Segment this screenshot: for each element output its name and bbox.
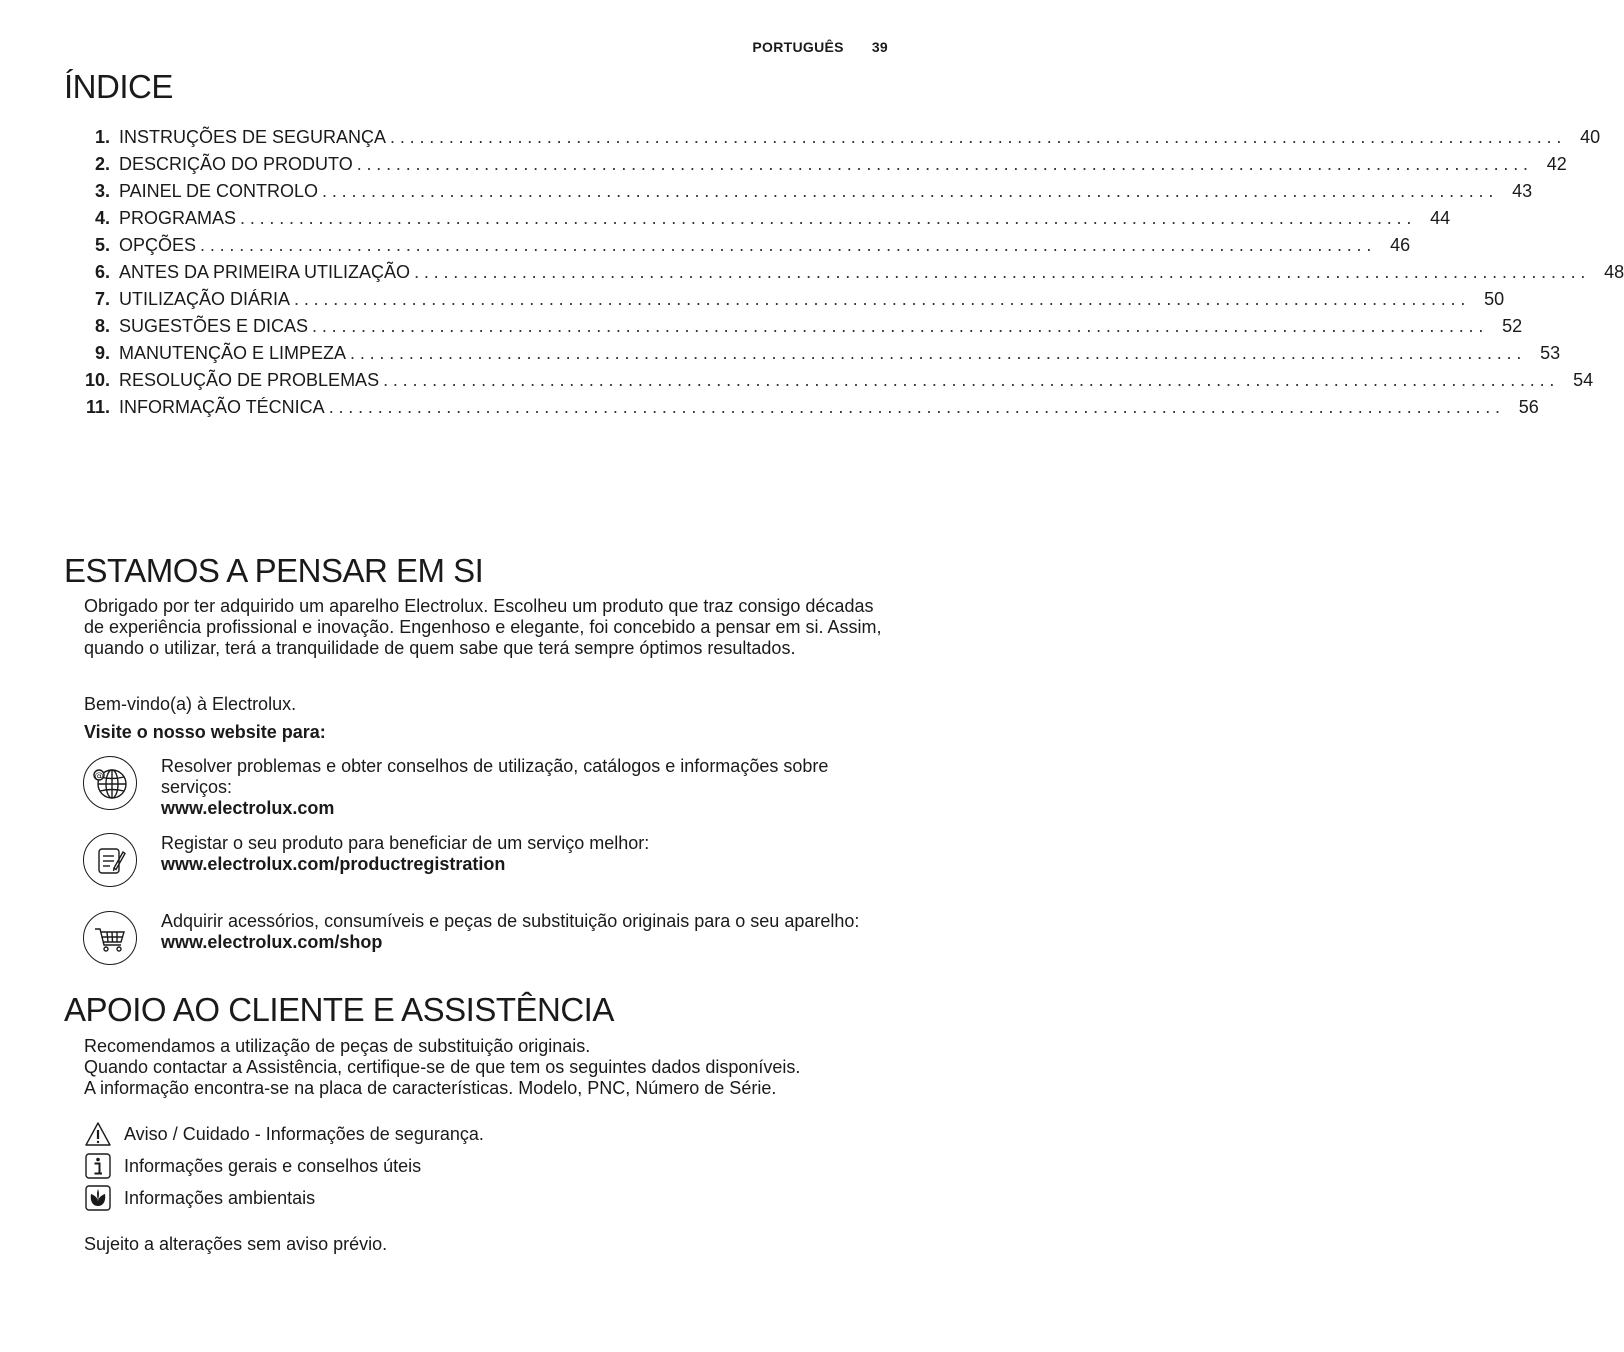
toc-entry[interactable] (78, 151, 1567, 178)
toc-leader-dots: ........................................................................................................................ (356, 154, 1533, 174)
toc-entry[interactable] (78, 178, 1533, 205)
shop-link[interactable]: www.electrolux.com/shop (161, 932, 383, 952)
toc-entry-page: 40 (1580, 127, 1601, 147)
toc-entry[interactable] (78, 232, 1411, 259)
legend-label: Informações gerais e conselhos úteis (124, 1156, 422, 1176)
toc-entry-number: 10. (84, 370, 110, 390)
toc-entry-page: 42 (1546, 154, 1567, 174)
toc-entry[interactable] (78, 259, 1624, 286)
toc-entry-number: 3. (94, 181, 110, 201)
toc-leader-dots: ........................................................................................................................ (322, 181, 1499, 201)
service-description: Adquirir acessórios, consumíveis e peças de substituição originais para o seu aparelho: (161, 911, 860, 931)
toc-entry[interactable] (78, 286, 1505, 313)
toc-entry-number: 11. (85, 397, 110, 417)
index-title: ÍNDICE (64, 68, 173, 105)
registration-icon (83, 833, 137, 887)
toc-leader-dots: ........................................................................................................................ (328, 397, 1505, 417)
toc-entry-page: 52 (1502, 316, 1523, 336)
toc-entry-page: 48 (1604, 262, 1624, 282)
toc-entry[interactable] (78, 124, 1601, 151)
toc-entry-number: 1. (94, 127, 110, 147)
toc-entry-title: UTILIZAÇÃO DIÁRIA (119, 289, 291, 309)
toc-entry-number: 2. (94, 154, 110, 174)
legend-label: Aviso / Cuidado - Informações de segurança. (124, 1124, 484, 1144)
toc-entry-number: 8. (94, 316, 110, 336)
toc-entry-title: INFORMAÇÃO TÉCNICA (119, 397, 325, 417)
toc-entry-page: 54 (1573, 370, 1594, 390)
page-header (752, 39, 888, 55)
toc-entry-page: 43 (1512, 181, 1533, 201)
support-title: APOIO AO CLIENTE E ASSISTÊNCIA (64, 991, 614, 1028)
header-language: PORTUGUÊS (752, 39, 844, 55)
welcome-text: Bem-vindo(a) à Electrolux. (84, 694, 297, 714)
support-line: Quando contactar a Assistência, certifique-se de que tem os seguintes dados disponíveis. (84, 1057, 801, 1077)
header-page-number: 39 (871, 39, 888, 55)
toc-entry-title: DESCRIÇÃO DO PRODUTO (119, 154, 353, 174)
toc-entry-title: SUGESTÕES E DICAS (119, 316, 309, 336)
legend-environment (84, 1185, 315, 1211)
globe-icon (83, 756, 137, 810)
visit-label: Visite o nosso website para: (84, 722, 326, 742)
toc-leader-dots: ........................................................................................................................ (350, 343, 1527, 363)
thinking-title: ESTAMOS A PENSAR EM SI (64, 552, 484, 589)
toc-entry[interactable] (78, 367, 1594, 394)
toc-entry[interactable] (78, 340, 1561, 367)
product-registration-link[interactable]: www.electrolux.com/productregistration (161, 854, 506, 874)
toc-leader-dots: ........................................................................................................................ (414, 262, 1591, 282)
toc-entry-number: 4. (94, 208, 110, 228)
toc-entry-page: 44 (1430, 208, 1451, 228)
toc-entry-page: 46 (1390, 235, 1411, 255)
svg-text:@: @ (94, 771, 104, 782)
legend-warning (84, 1121, 484, 1147)
toc-leader-dots: ........................................................................................................................ (294, 289, 1471, 309)
disclaimer-text: Sujeito a alterações sem aviso prévio. (84, 1234, 388, 1254)
toc-entry-title: PAINEL DE CONTROLO (119, 181, 319, 201)
toc-entry[interactable] (78, 394, 1539, 421)
warning-icon (84, 1121, 112, 1147)
toc-leader-dots: ........................................................................................................................ (312, 316, 1489, 336)
toc-entry-number: 9. (94, 343, 110, 363)
toc-entry-page: 50 (1484, 289, 1505, 309)
toc-entry-title: ANTES DA PRIMEIRA UTILIZAÇÃO (119, 262, 411, 282)
toc-entry-title: RESOLUÇÃO DE PROBLEMAS (119, 370, 380, 390)
support-paragraph (84, 1036, 884, 1099)
toc-entry-title: PROGRAMAS (119, 208, 237, 228)
toc-entry-page: 53 (1540, 343, 1561, 363)
environment-icon (84, 1185, 112, 1211)
toc-entry[interactable] (78, 205, 1451, 232)
toc-leader-dots: ........................................................................................................................ (240, 208, 1417, 228)
toc-entry-title: OPÇÕES (119, 235, 197, 255)
service-registration (83, 833, 903, 887)
intro-paragraph: Obrigado por ter adquirido um aparelho Electrolux. Escolheu um produto que traz consigo décadas de experiência profissional e inovação. Engenhoso e elegante, foi concebido a pensar em si. Assim, quando o utilizar, terá a tranquilidade de quem sabe que terá sempre óptimos resultados. (84, 596, 882, 658)
toc-leader-dots: ........................................................................................................................ (390, 127, 1567, 147)
toc-entry-number: 5. (94, 235, 110, 255)
toc-entry[interactable] (78, 313, 1523, 340)
website-link[interactable]: www.electrolux.com (161, 798, 335, 818)
shopping-cart-icon (83, 911, 137, 965)
toc-entry-number: 7. (94, 289, 110, 309)
toc-entry-title: MANUTENÇÃO E LIMPEZA (119, 343, 347, 363)
legend-label: Informações ambientais (124, 1188, 316, 1208)
service-description: Resolver problemas e obter conselhos de utilização, catálogos e informações sobre serviços: (161, 756, 829, 797)
toc-leader-dots: ........................................................................................................................ (383, 370, 1560, 390)
support-line: A informação encontra-se na placa de características. Modelo, PNC, Número de Série. (84, 1078, 777, 1098)
service-description: Registar o seu produto para beneficiar de um serviço melhor: (161, 833, 650, 853)
legend-info (84, 1153, 421, 1179)
service-support (83, 756, 903, 819)
toc-leader-dots: ........................................................................................................................ (200, 235, 1377, 255)
service-shop (83, 911, 903, 965)
toc-entry-number: 6. (94, 262, 110, 282)
toc-entry-page: 56 (1518, 397, 1539, 417)
table-of-contents (78, 124, 1624, 421)
support-line: Recomendamos a utilização de peças de substituição originais. (84, 1036, 591, 1056)
info-icon (84, 1153, 112, 1179)
toc-entry-title: INSTRUÇÕES DE SEGURANÇA (119, 127, 387, 147)
